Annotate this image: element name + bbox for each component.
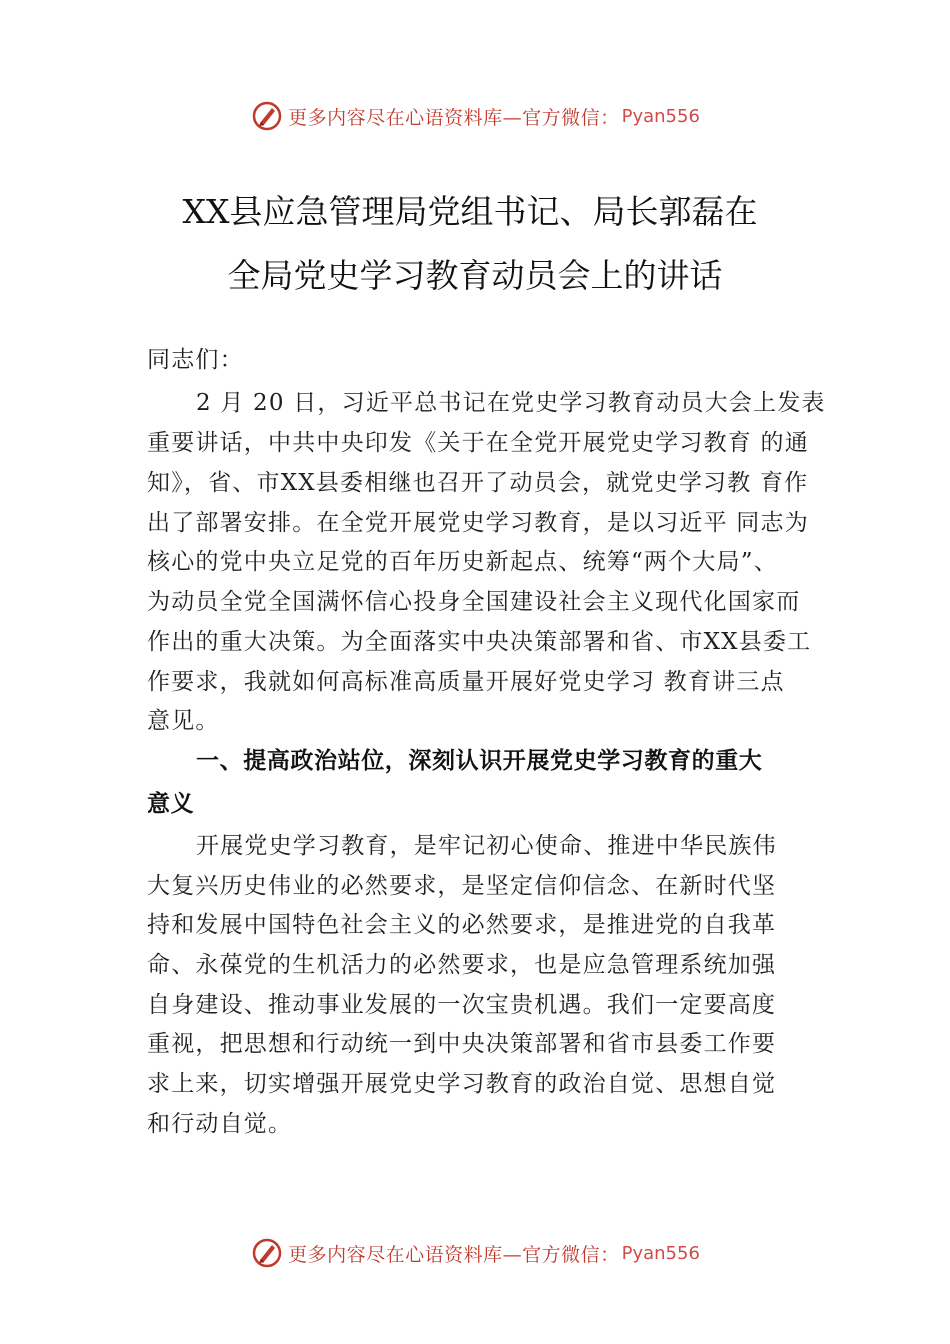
paragraph-2-line: 命、永葆党的生机活力的必然要求，也是应急管理系统加强 bbox=[147, 952, 777, 978]
banner-text: 更多内容尽在心语资料库—官方微信： bbox=[288, 1243, 620, 1266]
paragraph-2-line: 大复兴历史伟业的必然要求，是坚定信仰信念、在新时代坚 bbox=[147, 873, 777, 899]
pen-logo-icon bbox=[250, 99, 284, 133]
paragraph-1-line: 为动员全党全国满怀信心投身全国建设社会主义现代化国家而 bbox=[147, 589, 801, 615]
banner-wechat-id: Pyan556 bbox=[621, 1242, 700, 1264]
paragraph-2-line: 开展党史学习教育，是牢记初心使命、推进中华民族伟 bbox=[196, 833, 777, 859]
header-watermark-banner bbox=[0, 96, 950, 136]
paragraph-2-line: 和行动自觉。 bbox=[147, 1111, 293, 1137]
banner-text: 更多内容尽在心语资料库—官方微信： bbox=[288, 106, 620, 129]
paragraph-1-line: 意见。 bbox=[147, 708, 220, 734]
paragraph-1-line: 知》，省、市XX县委相继也召开了动员会，就党史学习教 育作 bbox=[147, 470, 809, 496]
paragraph-2-line: 自身建设、推动事业发展的一次宝贵机遇。我们一定要高度 bbox=[147, 992, 777, 1018]
paragraph-1-line: 2 月 20 日，习近平总书记在党史学习教育动员大会上发表 bbox=[196, 390, 826, 416]
greeting: 同志们： bbox=[147, 347, 244, 373]
paragraph-1-line: 重要讲话，中共中央印发《关于在全党开展党史学习教育 的通 bbox=[147, 430, 809, 456]
paragraph-2-line: 求上来，切实增强开展党史学习教育的政治自觉、思想自觉 bbox=[147, 1071, 777, 1097]
document-title-line-2: 全局党史学习教育动员会上的讲话 bbox=[227, 256, 723, 295]
banner-wechat-id: Pyan556 bbox=[621, 105, 700, 127]
paragraph-2-line: 持和发展中国特色社会主义的必然要求，是推进党的自我革 bbox=[147, 912, 777, 938]
footer-watermark-banner bbox=[0, 1233, 950, 1273]
paragraph-2-line: 重视，把思想和行动统一到中央决策部署和省市县委工作要 bbox=[147, 1031, 777, 1057]
pen-logo-icon bbox=[250, 1236, 284, 1270]
paragraph-1-line: 作出的重大决策。为全面落实中央决策部署和省、市XX县委工 bbox=[147, 629, 812, 655]
paragraph-1-line: 出了部署安排。在全党开展党史学习教育，是以习近平 同志为 bbox=[147, 510, 809, 536]
paragraph-1-line: 作要求，我就如何高标准高质量开展好党史学习 教育讲三点 bbox=[147, 669, 785, 695]
section-heading-1-continued: 意义 bbox=[147, 791, 195, 817]
document-title-line-1: XX县应急管理局党组书记、局长郭磊在 bbox=[182, 192, 758, 231]
paragraph-1-line: 核心的党中央立足党的百年历史新起点、统筹“两个大局”、 bbox=[147, 549, 778, 575]
section-heading-1: 一、提高政治站位，深刻认识开展党史学习教育的重大 bbox=[196, 748, 763, 774]
